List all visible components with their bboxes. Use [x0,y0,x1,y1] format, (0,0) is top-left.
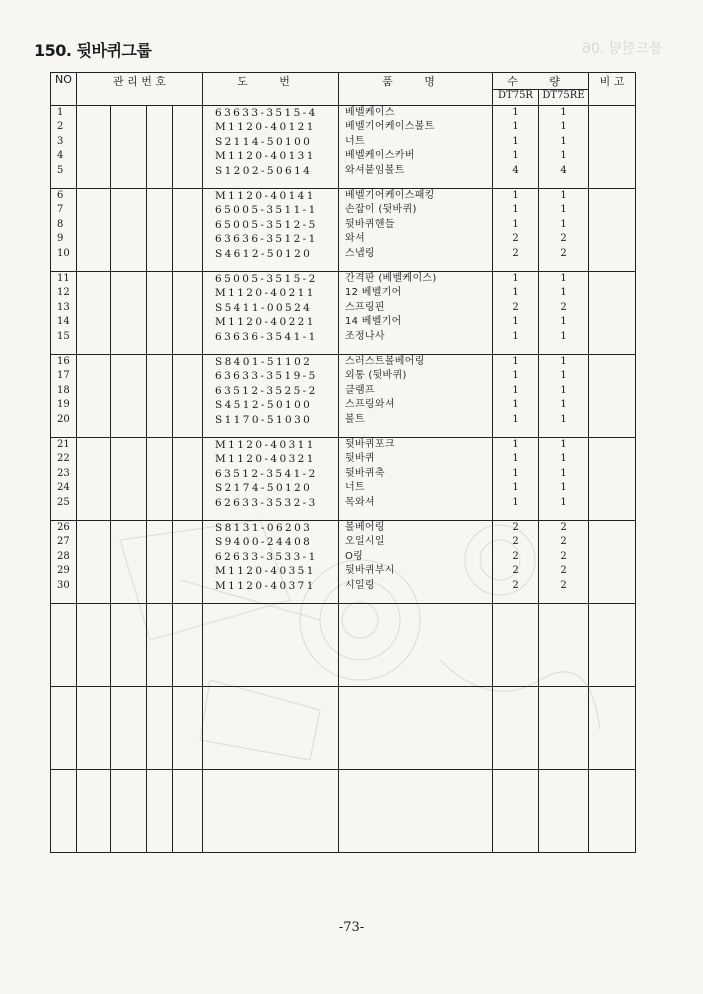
qty-dt75r: 1 [512,496,519,508]
row-number: 10 [57,247,70,259]
part-name-cell [339,521,493,604]
qty-dt75r: 1 [512,316,519,328]
table-row-empty [51,687,636,770]
qty-dt75r: 1 [512,287,519,299]
empty-cell [339,604,493,687]
part-name: 스프링와셔 [345,399,395,411]
qty-dt75r-cell [493,355,539,438]
remarks-cell [589,189,636,272]
drawing-number: S4612-50120 [215,247,313,260]
qty-dt75r: 1 [512,453,519,465]
row-number: 4 [57,150,64,162]
part-name: 클램프 [345,384,375,396]
part-name: 스프링핀 [345,301,385,313]
qty-dt75re: 4 [560,164,567,176]
header-no: NO [51,73,77,106]
qty-dt75re: 1 [560,204,567,216]
drawing-number: M1120-40221 [215,316,316,329]
qty-dt75r: 1 [512,467,519,479]
part-name-cell [339,272,493,355]
qty-dt75re: 1 [560,107,567,118]
qty-dt75re: 2 [560,522,567,533]
qty-dt75r: 2 [512,550,519,562]
header-quantity: 수 량 [493,73,589,90]
table-row-group [51,355,636,438]
qty-dt75re: 1 [560,121,567,133]
qty-dt75r: 1 [512,330,519,342]
qty-dt75re: 2 [560,536,567,548]
qty-dt75r: 2 [512,247,519,259]
management-number-cell [147,272,173,355]
part-name: 간격판 (베벨케이스) [345,273,437,284]
drawing-number: 63512-3541-2 [215,467,318,480]
drawing-number: M1120-40351 [215,565,316,578]
management-number-cell [173,438,203,521]
header-remarks: 비 고 [589,73,636,106]
drawing-number: 65005-3512-5 [215,218,318,231]
table-row-empty [51,770,636,853]
row-number: 3 [57,135,64,147]
empty-cell [493,687,539,770]
part-name: 뒷바퀴포크 [345,439,395,450]
qty-dt75re: 2 [560,579,567,591]
remarks-cell [589,355,636,438]
empty-cell [51,687,77,770]
part-name: 외통 (뒷바퀴) [345,370,407,382]
part-name: 뒷바퀴핸들 [345,218,395,230]
drawing-number: 62633-3532-3 [215,496,318,509]
empty-cell [173,687,203,770]
row-number: 6 [57,190,64,201]
qty-dt75re: 1 [560,370,567,382]
qty-dt75re: 1 [560,287,567,299]
management-number-cell [111,106,147,189]
part-name: 볼트 [345,413,365,425]
empty-cell [493,770,539,853]
drawing-number: S1202-50614 [215,164,313,177]
qty-dt75r: 1 [512,273,519,284]
table-row-group [51,106,636,189]
qty-dt75re-cell [539,438,589,521]
management-number-cell [111,189,147,272]
drawing-number: 65005-3515-2 [215,273,318,285]
row-number-cell [51,438,77,521]
qty-dt75re: 1 [560,273,567,284]
qty-dt75re: 2 [560,247,567,259]
drawing-number: S5411-00524 [215,301,313,314]
header-qty-dt75re: DT75RE [539,90,589,106]
qty-dt75r: 1 [512,121,519,133]
drawing-number-cell [203,521,339,604]
remarks-cell [589,521,636,604]
empty-cell [51,770,77,853]
drawing-number: 63512-3525-2 [215,384,318,397]
qty-dt75re: 1 [560,330,567,342]
row-number: 5 [57,164,64,176]
qty-dt75r: 2 [512,233,519,245]
empty-cell [173,770,203,853]
part-name: 손잡이 (뒷바퀴) [345,204,417,216]
drawing-number: 63633-3519-5 [215,370,318,383]
row-number: 21 [57,439,70,450]
row-number: 7 [57,204,64,216]
drawing-number: 63636-3512-1 [215,233,318,246]
qty-dt75re: 1 [560,316,567,328]
remarks-cell [589,272,636,355]
row-number: 17 [57,370,70,382]
management-number-cell [111,355,147,438]
qty-dt75re: 1 [560,384,567,396]
row-number: 19 [57,399,70,411]
qty-dt75re-cell [539,355,589,438]
qty-dt75r-cell [493,272,539,355]
row-number: 22 [57,453,70,465]
qty-dt75re: 1 [560,399,567,411]
qty-dt75r: 1 [512,107,519,118]
remarks-cell [589,438,636,521]
empty-cell [203,604,339,687]
management-number-cell [173,355,203,438]
qty-dt75re: 1 [560,218,567,230]
management-number-cell [77,521,111,604]
qty-dt75r: 2 [512,301,519,313]
part-name: 목와셔 [345,496,375,508]
empty-cell [589,687,636,770]
empty-cell [147,604,173,687]
parts-table [50,72,636,853]
qty-dt75r: 1 [512,370,519,382]
row-number: 18 [57,384,70,396]
qty-dt75r-cell [493,189,539,272]
part-name: 12 베벨기어 [345,287,402,299]
drawing-number-cell [203,355,339,438]
qty-dt75re: 1 [560,135,567,147]
drawing-number: M1120-40131 [215,150,316,163]
row-number: 16 [57,356,70,367]
part-name: 볼베어링 [345,522,385,533]
row-number: 12 [57,287,70,299]
row-number: 23 [57,467,70,479]
part-name: 와셔 [345,233,365,245]
row-number: 24 [57,482,70,494]
management-number-cell [147,521,173,604]
qty-dt75r: 2 [512,522,519,533]
row-number-cell [51,189,77,272]
management-number-cell [173,272,203,355]
row-number: 29 [57,565,70,577]
table-row-group [51,189,636,272]
table-row-empty [51,604,636,687]
part-name-cell [339,189,493,272]
qty-dt75re: 1 [560,190,567,201]
drawing-number: M1120-40311 [215,439,316,451]
empty-cell [111,770,147,853]
drawing-number: M1120-40141 [215,190,316,202]
drawing-number-cell [203,438,339,521]
drawing-number: M1120-40211 [215,287,316,300]
drawing-number: S2114-50100 [215,135,313,148]
qty-dt75re: 1 [560,496,567,508]
part-name: 뒷바퀴 [345,453,375,465]
part-name: 스냅링 [345,247,375,259]
page-title: 150. 뒷바퀴그룹 [34,41,152,60]
empty-cell [589,604,636,687]
empty-cell [111,687,147,770]
part-name: 뒷바퀴축 [345,467,385,479]
part-name: 베벨기어케이스패킹 [345,190,435,201]
empty-cell [203,687,339,770]
row-number: 9 [57,233,64,245]
part-name: 스러스트볼베어링 [345,356,425,367]
bleed-through-text: 볼드헌팅 .06 [582,41,663,57]
management-number-cell [173,189,203,272]
row-number: 1 [57,107,64,118]
qty-dt75r: 1 [512,413,519,425]
header-management-number: 관 리 번 호 [77,73,203,106]
row-number: 2 [57,121,64,133]
management-number-cell [147,438,173,521]
qty-dt75re: 1 [560,150,567,162]
row-number: 11 [57,273,70,284]
empty-cell [77,687,111,770]
management-number-cell [111,521,147,604]
row-number: 20 [57,413,70,425]
qty-dt75r-cell [493,521,539,604]
qty-dt75re: 2 [560,565,567,577]
qty-dt75re-cell [539,189,589,272]
part-name: 베벨기어케이스볼트 [345,121,435,133]
empty-cell [173,604,203,687]
qty-dt75re-cell [539,106,589,189]
row-number-cell [51,106,77,189]
drawing-number: S4512-50100 [215,399,313,412]
drawing-number: 63636-3541-1 [215,330,318,343]
part-name: 베벨케이스카버 [345,150,415,162]
empty-cell [77,604,111,687]
qty-dt75r: 1 [512,399,519,411]
qty-dt75r: 1 [512,356,519,367]
part-name: 와셔붙임볼트 [345,164,405,176]
qty-dt75re: 1 [560,439,567,450]
part-name: 베벨케이스 [345,107,395,118]
empty-cell [339,687,493,770]
part-name-cell [339,355,493,438]
drawing-number: S8401-51102 [215,356,313,368]
qty-dt75r-cell [493,438,539,521]
management-number-cell [111,272,147,355]
empty-cell [589,770,636,853]
header-part-name: 품 명 [339,73,493,106]
row-number: 15 [57,330,70,342]
part-name: 뒷바퀴부시 [345,565,395,577]
table-row-group [51,438,636,521]
empty-cell [539,687,589,770]
qty-dt75r: 2 [512,565,519,577]
qty-dt75r: 1 [512,150,519,162]
drawing-number: S9400-24408 [215,536,313,549]
table-row-group [51,272,636,355]
remarks-cell [589,106,636,189]
drawing-number: 63633-3515-4 [215,107,318,119]
part-name: 오일시일 [345,536,385,548]
management-number-cell [111,438,147,521]
row-number: 13 [57,301,70,313]
part-name-cell [339,438,493,521]
table-row-group [51,521,636,604]
empty-cell [51,604,77,687]
empty-cell [539,604,589,687]
empty-cell [147,687,173,770]
drawing-number: S1170-51030 [215,413,313,426]
qty-dt75re: 1 [560,467,567,479]
management-number-cell [77,189,111,272]
drawing-number-cell [203,272,339,355]
management-number-cell [147,106,173,189]
drawing-number: M1120-40371 [215,579,316,592]
row-number: 25 [57,496,70,508]
qty-dt75r: 4 [512,164,519,176]
qty-dt75r: 2 [512,579,519,591]
drawing-number-cell [203,189,339,272]
qty-dt75re: 1 [560,453,567,465]
management-number-cell [147,355,173,438]
row-number: 27 [57,536,70,548]
qty-dt75r: 1 [512,482,519,494]
management-number-cell [77,355,111,438]
drawing-number-cell [203,106,339,189]
part-name: 너트 [345,135,365,147]
page-number: -73- [338,920,365,935]
qty-dt75r-cell [493,106,539,189]
empty-cell [339,770,493,853]
row-number: 8 [57,218,64,230]
qty-dt75r: 1 [512,135,519,147]
management-number-cell [147,189,173,272]
qty-dt75re: 2 [560,301,567,313]
empty-cell [539,770,589,853]
drawing-number: 65005-3511-1 [215,204,318,217]
empty-cell [77,770,111,853]
drawing-number: M1120-40321 [215,453,316,466]
empty-cell [111,604,147,687]
qty-dt75r: 2 [512,536,519,548]
management-number-cell [77,272,111,355]
part-name: 시일링 [345,579,375,591]
part-name: 너트 [345,482,365,494]
qty-dt75re: 2 [560,550,567,562]
drawing-number: S8131-06203 [215,522,313,534]
row-number: 14 [57,316,70,328]
qty-dt75re: 1 [560,413,567,425]
management-number-cell [173,106,203,189]
row-number: 28 [57,550,70,562]
qty-dt75re: 2 [560,233,567,245]
header-qty-dt75r: DT75R [493,90,539,106]
row-number-cell [51,355,77,438]
empty-cell [203,770,339,853]
qty-dt75re-cell [539,521,589,604]
qty-dt75r: 1 [512,190,519,201]
part-name-cell [339,106,493,189]
management-number-cell [173,521,203,604]
qty-dt75r: 1 [512,204,519,216]
row-number-cell [51,272,77,355]
part-name: 14 베벨기어 [345,316,402,328]
empty-cell [147,770,173,853]
part-name: O링 [345,550,364,562]
row-number: 26 [57,522,70,533]
qty-dt75re: 1 [560,356,567,367]
qty-dt75r: 1 [512,439,519,450]
management-number-cell [77,106,111,189]
empty-cell [493,604,539,687]
qty-dt75re: 1 [560,482,567,494]
qty-dt75r: 1 [512,384,519,396]
drawing-number: 62633-3533-1 [215,550,318,563]
header-drawing-number: 도 번 [203,73,339,106]
row-number: 30 [57,579,70,591]
part-name: 조정나사 [345,330,385,342]
qty-dt75re-cell [539,272,589,355]
row-number-cell [51,521,77,604]
drawing-number: S2174-50120 [215,482,313,495]
drawing-number: M1120-40121 [215,121,316,134]
management-number-cell [77,438,111,521]
qty-dt75r: 1 [512,218,519,230]
